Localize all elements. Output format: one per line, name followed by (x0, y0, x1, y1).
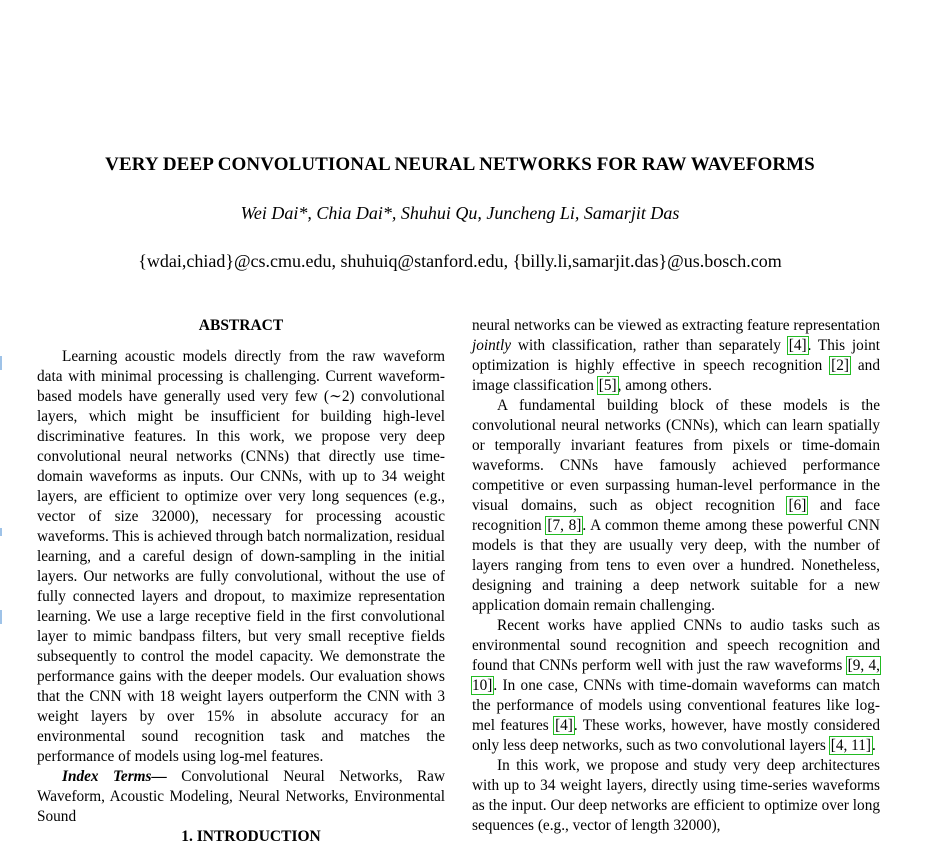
text-span: . (871, 737, 876, 754)
author-emails: {wdai,chiad}@cs.cmu.edu, shuhuiq@stanford.edu, {billy.li,samarjit.das}@us.bosch.com (138, 251, 782, 271)
text-span: with classification, rather than separately (511, 337, 788, 354)
index-terms-text: Convolutional Neural Networks, Raw Waveform, Acoustic Modeling, Neural Networks, Environmental Sound (37, 768, 445, 825)
text-span: Recent works have applied CNNs to audio tasks such as environmental sound recognition and speech recognition and found that CNNs perform well with just the raw waveforms (472, 617, 880, 674)
margin-marker (0, 356, 2, 370)
citation-link[interactable]: [6] (788, 497, 807, 514)
citation-link[interactable]: [4] (555, 717, 573, 734)
citation-link[interactable]: [7, 8] (547, 517, 582, 534)
intro-paragraph-2 (472, 396, 880, 616)
emphasis-text: jointly (472, 337, 512, 354)
text-span: and image classification (472, 357, 880, 394)
author-list: Wei Dai*, Chia Dai*, Shuhui Qu, Juncheng Li, Samarjit Das (240, 203, 680, 223)
left-column (37, 316, 445, 847)
citation-link[interactable]: [9, 4, 10] (472, 657, 880, 694)
intro-paragraph-4: In this work, we propose and study very deep architectures with up to 34 weight layers, directly using time-series waveforms as the input. Our deep networks are efficient to optimize over long sequences (e.g., vector of length 32000), (472, 757, 880, 834)
text-span: . This joint optimization is highly effective in speech recognition (472, 337, 880, 374)
text-span: neural networks can be viewed as extracting feature representation (472, 317, 880, 334)
text-span: and face recognition (472, 497, 881, 534)
paper-title: VERY DEEP CONVOLUTIONAL NEURAL NETWORKS FOR RAW WAVEFORMS (105, 154, 815, 175)
citation-link[interactable]: [2] (831, 357, 850, 374)
margin-marker (0, 528, 2, 536)
index-terms (37, 767, 445, 827)
text-span: . A common theme among these powerful CNN models is that they are usually very deep, with the number of layers ranging from tens to even over a hundred. Nonetheless, designing and training a deep network suitable for a new application domain remain challenging. (472, 517, 880, 614)
intro-paragraph-1 (472, 316, 880, 396)
index-terms-label: Index Terms— (62, 768, 167, 785)
abstract-heading: ABSTRACT (198, 317, 284, 334)
margin-marker (0, 610, 2, 624)
citation-link[interactable]: [4] (788, 337, 807, 354)
citation-link[interactable]: [5] (598, 377, 617, 394)
text-span: , among others. (617, 377, 712, 394)
right-column (472, 316, 880, 836)
text-span: . In one case, CNNs with time-domain waveforms can match the performance of models using conventional features like log-mel features (472, 677, 880, 734)
abstract-text: Learning acoustic models directly from the raw waveform data with minimal processing is challenging. Current waveform-based models have generally used very few (∼2) convolutional layers, which might be insufficient for building high-level discriminative features. In this work, we propose very deep convolutional neural networks (CNNs) that directly use time-domain waveforms as inputs. Our CNNs, with up to 34 weight layers, are efficient to optimize over very long sequences (e.g., vector of size 32000), necessary for processing acoustic waveforms. This is achieved through batch normalization, residual learning, and a careful design of down-sampling in the initial layers. Our networks are fully convolutional, without the use of fully connected layers and dropout, to maximize representation learning. We use a large receptive field in the first convolutional layer to mimic bandpass filters, but very small receptive fields subsequently to control the model capacity. We demonstrate the performance gains with the deeper models. Our evaluation shows that the CNN with 18 weight layers outperform the CNN with 3 weight layers by over 15% in absolute accuracy for an environmental sound recognition task and matches the performance of models using log-mel features. (37, 348, 445, 765)
citation-link[interactable]: [4, 11] (830, 737, 871, 754)
text-span: . These works, however, have mostly considered only less deep networks, such as two convolutional layers (472, 717, 880, 754)
text-span: A fundamental building block of these models is the convolutional neural networks (CNNs), which can learn spatially or temporally invariant features from pixels or time-domain waveforms. CNNs have famously achieved performance competitive or even surpassing human-level performance in the visual domains, such as object recognition (472, 397, 880, 514)
introduction-heading: 1. INTRODUCTION (181, 828, 321, 845)
intro-paragraph-3 (472, 616, 880, 756)
